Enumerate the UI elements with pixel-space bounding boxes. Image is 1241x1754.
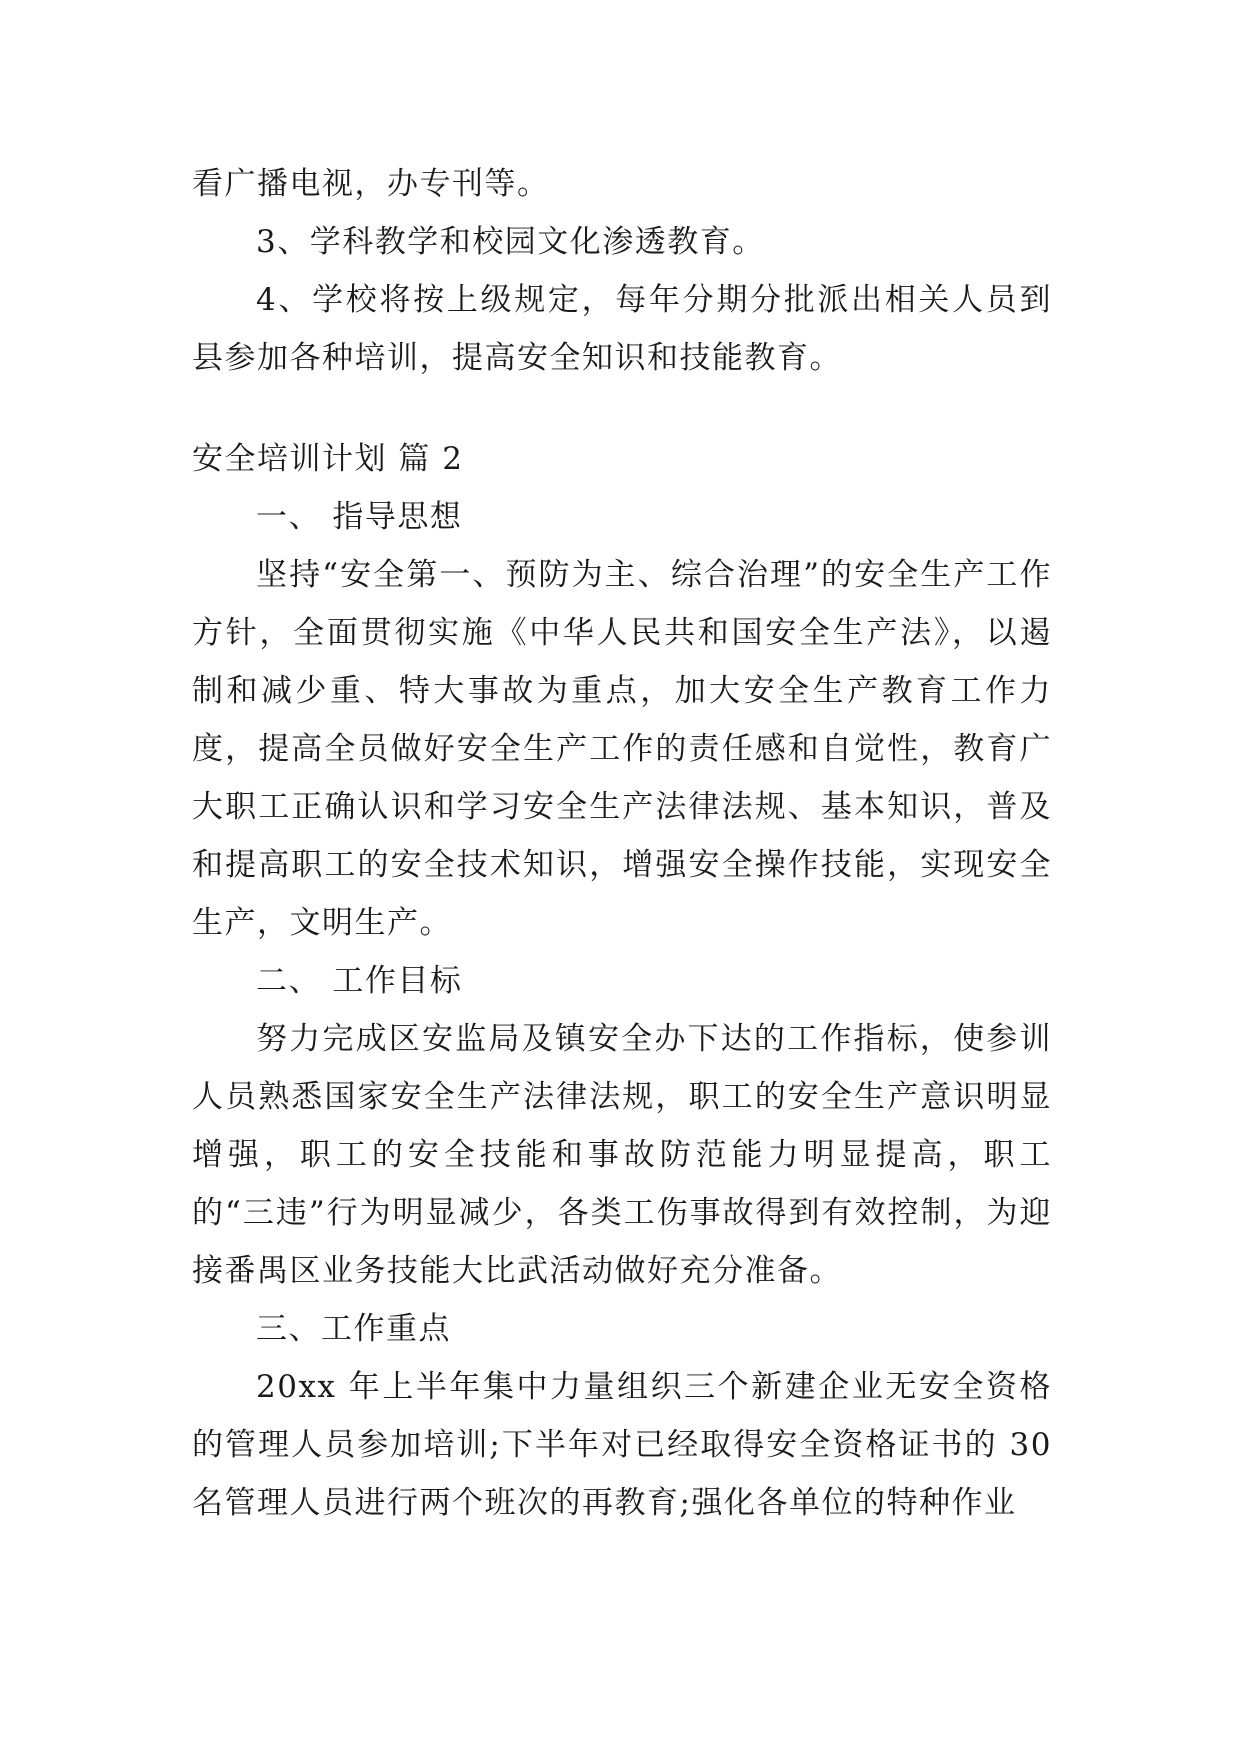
paragraph-broadcast: 看广播电视，办专刊等。 <box>192 166 550 202</box>
paragraph-work-focus: 20xx 年上半年集中力量组织三个新建企业无安全资格的管理人员参加培训;下半年对已经取得安全资格证书的 30 名管理人员进行两个班次的再教育;强化各单位的特种作业 <box>192 1369 1052 1521</box>
paragraph-guiding-thought: 坚持“安全第一、预防为主、综合治理”的安全生产工作方针，全面贯彻实施《中华人民共和国安全生产法》，以遏制和减少重、特大事故为重点，加大安全生产教育工作力度，提高全员做好安全生产工作的责任感和自觉性，教育广大职工正确认识和学习安全生产法律法规、基本知识，普及和提高职工的安全技术知识，增强安全操作技能，实现安全生产，文明生产。 <box>192 557 1052 941</box>
section-title: 安全培训计划 篇 2 <box>192 441 464 477</box>
heading-work-focus: 三、工作重点 <box>256 1311 451 1347</box>
paragraph-item-3: 3、学科教学和校园文化渗透教育。 <box>256 224 765 260</box>
paragraph-item-4: 4、学校将按上级规定，每年分期分批派出相关人员到县参加各种培训，提高安全知识和技能教育。 <box>192 282 1052 376</box>
heading-guiding-thought: 一、 指导思想 <box>256 499 463 535</box>
heading-work-goal: 二、 工作目标 <box>256 963 463 999</box>
document-body <box>192 155 1052 1532</box>
paragraph-work-goal: 努力完成区安监局及镇安全办下达的工作指标，使参训人员熟悉国家安全生产法律法规，职工的安全生产意识明显增强，职工的安全技能和事故防范能力明显提高，职工的“三违”行为明显减少，各类工伤事故得到有效控制，为迎接番禺区业务技能大比武活动做好充分准备。 <box>192 1021 1052 1289</box>
